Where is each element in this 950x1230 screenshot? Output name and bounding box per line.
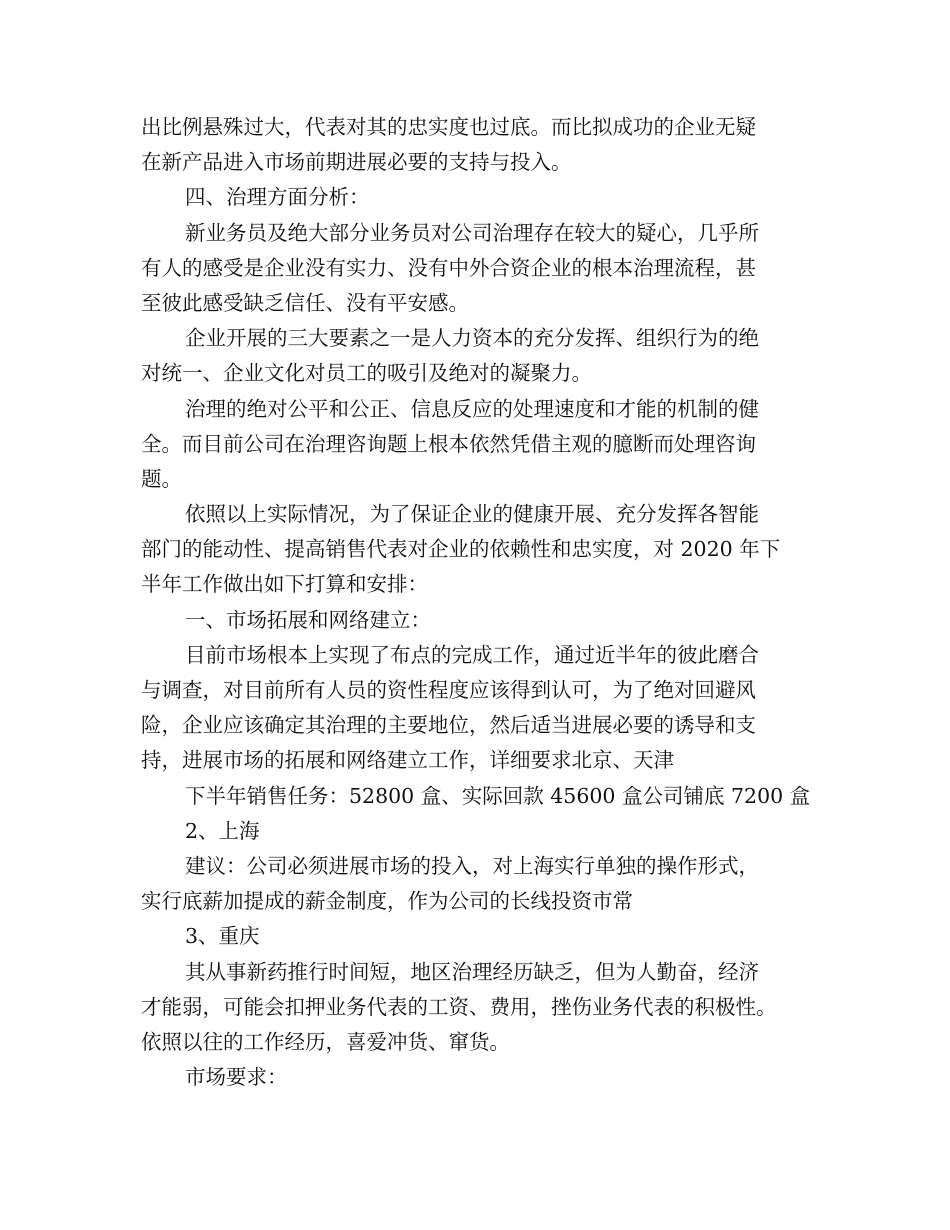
text-line: 依照以往的工作经历，喜爱冲货、窜货。 <box>141 1029 510 1054</box>
text-line: 才能弱，可能会扣押业务代表的工资、费用，挫伤业务代表的积极性。 <box>141 994 777 1019</box>
text-line: 治理的绝对公平和公正、信息反应的处理速度和才能的机制的健 <box>185 396 759 421</box>
text-line: 目前市场根本上实现了布点的完成工作，通过近半年的彼此磨合 <box>185 642 759 667</box>
text-line: 其从事新药推行时间短，地区治理经历缺乏，但为人勤奋，经济 <box>185 959 759 984</box>
text-line: 在新产品进入市场前期进展必要的支持与投入。 <box>141 150 572 175</box>
text-line: 与调查，对目前所有人员的资性程度应该得到认可，为了绝对回避风 <box>141 678 756 702</box>
text-line: 依照以上实际情况，为了保证企业的健康开展、充分发挥各智能 <box>185 502 759 527</box>
text-line: 至彼此感受缺乏信任、没有平安感。 <box>141 290 469 315</box>
text-line: 企业开展的三大要素之一是人力资本的充分发挥、组织行为的绝 <box>185 326 759 351</box>
document-body <box>141 110 821 1095</box>
section-heading: 2、上海 <box>185 818 260 843</box>
text-line: 半年工作做出如下打算和安排： <box>141 572 428 597</box>
text-line: 全。而目前公司在治理咨询题上根本依然凭借主观的臆断而处理咨询 <box>141 431 756 456</box>
section-heading: 四、治理方面分析： <box>185 185 370 210</box>
text-line: 对统一、企业文化对员工的吸引及绝对的凝聚力。 <box>141 361 592 386</box>
text-line: 建议：公司必须进展市场的投入，对上海实行单独的操作形式， <box>185 853 759 878</box>
text-line: 部门的能动性、提高销售代表对企业的依赖性和忠实度，对 2020 年下 <box>141 537 781 562</box>
text-line: 题。 <box>141 466 182 491</box>
text-line: 有人的感受是企业没有实力、没有中外合资企业的根本治理流程，甚 <box>141 255 756 280</box>
section-heading: 一、市场拓展和网络建立： <box>185 607 431 632</box>
section-heading: 市场要求： <box>185 1065 288 1090</box>
text-line: 险，企业应该确定其治理的主要地位，然后适当进展必要的诱导和支 <box>141 713 756 738</box>
text-line: 下半年销售任务：52800 盒、实际回款 45600 盒公司铺底 7200 盒 <box>185 783 811 808</box>
text-line: 新业务员及绝大部分业务员对公司治理存在较大的疑心，几乎所 <box>185 220 759 245</box>
section-heading: 3、重庆 <box>185 924 260 949</box>
text-line: 实行底薪加提成的薪金制度，作为公司的长线投资市常 <box>141 889 633 914</box>
text-line: 出比例悬殊过大，代表对其的忠实度也过底。而比拟成功的企业无疑 <box>141 115 756 139</box>
text-line: 持，进展市场的拓展和网络建立工作，详细要求北京、天津 <box>141 748 674 773</box>
